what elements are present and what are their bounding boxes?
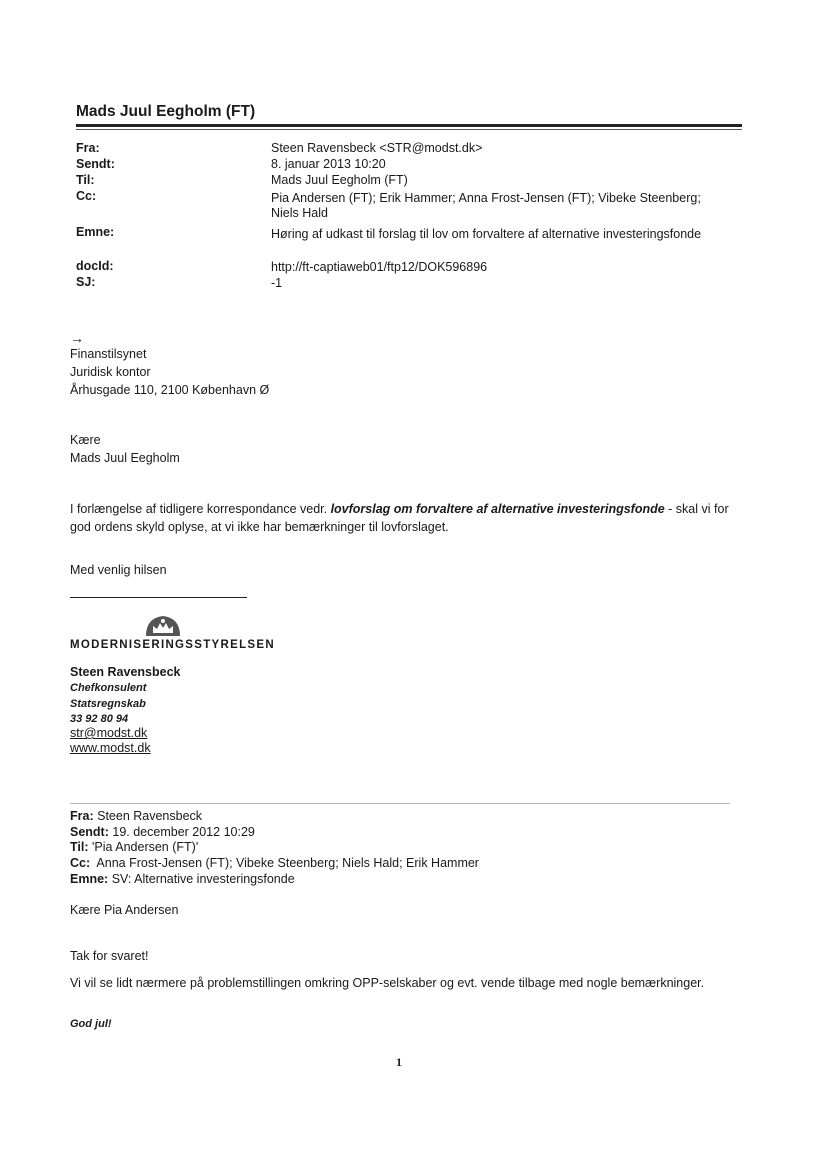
subject-label: Emne:	[76, 225, 115, 239]
from-value: Steen Ravensbeck <STR@modst.dk>	[271, 141, 483, 155]
fwd-from-label: Fra:	[70, 809, 94, 823]
fwd-to-row	[70, 840, 198, 854]
fwd-cc-label: Cc:	[70, 856, 91, 870]
body-text-italic: lovforslag om forvaltere af alternative investeringsfonde	[330, 502, 665, 516]
title-rule-thin	[76, 129, 742, 130]
docid-value: http://ft-captiaweb01/ftp12/DOK596896	[271, 260, 488, 274]
greeting-line-2: Mads Juul Eegholm	[70, 451, 180, 465]
fwd-greeting: Kære Pia Andersen	[70, 903, 179, 917]
docid-label: docId:	[76, 259, 114, 273]
address-line-3: Århusgade 110, 2100 København Ø	[70, 383, 270, 397]
signature-web-link[interactable]: www.modst.dk	[70, 741, 151, 755]
fwd-cc-row	[70, 856, 479, 870]
cc-label: Cc:	[76, 189, 97, 203]
fwd-sent-row	[70, 825, 255, 839]
fwd-subject-value: SV: Alternative investeringsfonde	[111, 872, 295, 886]
crown-logo-icon	[144, 612, 182, 638]
to-label: Til:	[76, 173, 95, 187]
sent-label: Sendt:	[76, 157, 115, 171]
signature-line	[70, 597, 247, 598]
fwd-sent-label: Sendt:	[70, 825, 109, 839]
title-rule	[76, 124, 742, 127]
fwd-to-value: 'Pia Andersen (FT)'	[92, 840, 199, 854]
fwd-sent-value: 19. december 2012 10:29	[112, 825, 255, 839]
sent-value: 8. januar 2013 10:20	[271, 157, 386, 171]
signature-phone: 33 92 80 94	[70, 713, 129, 725]
from-label: Fra:	[76, 141, 100, 155]
body-paragraph	[70, 500, 750, 536]
cc-value: Pia Andersen (FT); Erik Hammer; Anna Frost-Jensen (FT); Vibeke Steenberg; Niels Hald	[271, 191, 701, 220]
closing: Med venlig hilsen	[70, 563, 167, 577]
fwd-line-1: Tak for svaret!	[70, 949, 149, 963]
subject-value: Høring af udkast til forslag til lov om forvaltere af alternative investeringsfonde	[271, 227, 702, 241]
sj-label: SJ:	[76, 275, 96, 289]
arrow-icon: →	[70, 330, 84, 346]
address-line-2: Juridisk kontor	[70, 365, 151, 379]
fwd-signoff: God jul!	[70, 1018, 112, 1030]
fwd-to-label: Til:	[70, 840, 89, 854]
signature-name: Steen Ravensbeck	[70, 665, 181, 679]
fwd-subject-label: Emne:	[70, 872, 109, 886]
forward-divider	[70, 803, 730, 804]
signature-email-link[interactable]: str@modst.dk	[70, 726, 148, 740]
body-text-pre: I forlængelse af tidligere korrespondance vedr.	[70, 502, 331, 516]
body-text-post: - skal vi for god ordens skyld oplyse, at vi ikke har bemærkninger til lovforslaget.	[70, 502, 729, 534]
email-title: Mads Juul Eegholm (FT)	[76, 103, 256, 120]
signature-unit: Statsregnskab	[70, 698, 146, 710]
signature-title: Chefkonsulent	[70, 682, 147, 694]
fwd-from-value: Steen Ravensbeck	[97, 809, 203, 823]
sj-value: -1	[271, 276, 283, 290]
to-value: Mads Juul Eegholm (FT)	[271, 173, 408, 187]
fwd-line-2: Vi vil se lidt nærmere på problemstillingen omkring OPP-selskaber og evt. vende tilbage med nogle bemærkninger.	[70, 976, 705, 990]
address-line-1: Finanstilsynet	[70, 347, 147, 361]
page-number: 1	[396, 1055, 402, 1069]
fwd-subject-row	[70, 872, 295, 886]
greeting-line-1: Kære	[70, 433, 101, 447]
fwd-from-row	[70, 809, 202, 823]
logo-wordmark: MODERNISERINGSSTYRELSEN	[70, 639, 275, 651]
fwd-cc-value: Anna Frost-Jensen (FT); Vibeke Steenberg; Niels Hald; Erik Hammer	[96, 856, 479, 870]
